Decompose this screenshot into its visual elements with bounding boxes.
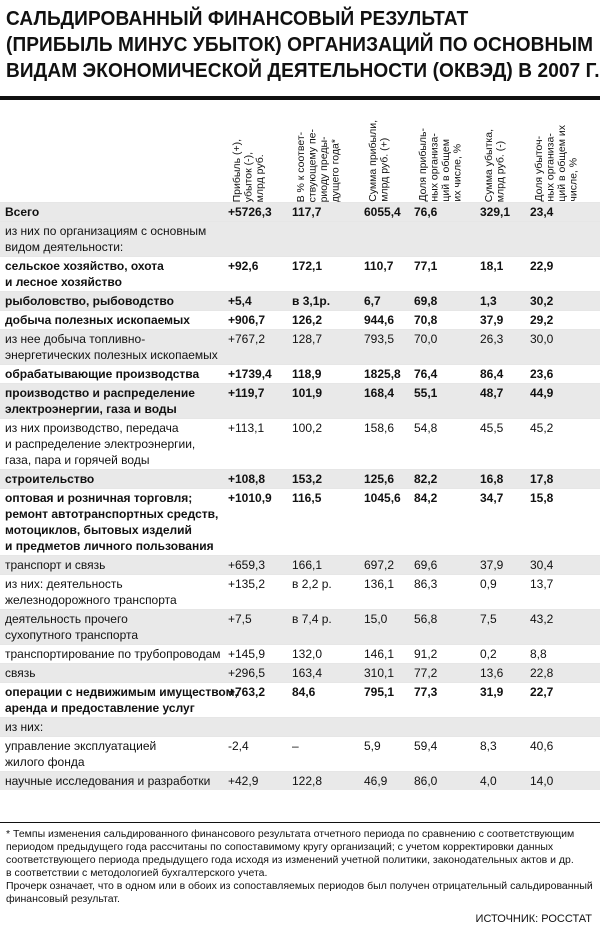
profit-sum-cell: 136,1	[364, 575, 414, 610]
profit-cell: +5,4	[228, 292, 292, 311]
table-row	[0, 384, 600, 419]
row-label: из них производство, передача и распределение электроэнергии, газа, пара и горячей воды	[0, 419, 228, 470]
percent-cell: в 2,2 р.	[292, 575, 364, 610]
loss-sum-cell: 7,5	[480, 610, 530, 645]
row-label: сельское хозяйство, охота и лесное хозяйство	[0, 257, 228, 292]
row-label: строительство	[0, 470, 228, 489]
profitable-share-cell: 86,0	[414, 772, 480, 791]
profit-sum-cell: 158,6	[364, 419, 414, 470]
loss-sum-cell: 18,1	[480, 257, 530, 292]
profit-cell: +92,6	[228, 257, 292, 292]
profitable-share-cell	[414, 222, 480, 257]
table-row	[0, 772, 600, 791]
profit-cell: +1739,4	[228, 365, 292, 384]
profit-cell: +119,7	[228, 384, 292, 419]
profitable-share-cell: 76,4	[414, 365, 480, 384]
profit-sum-cell: 697,2	[364, 556, 414, 575]
row-label: оптовая и розничная торговля; ремонт автотранспортных средств, мотоциклов, бытовых изделий и предметов личного пользования	[0, 489, 228, 556]
title-line-3: ВИДАМ ЭКОНОМИЧЕСКОЙ ДЕЯТЕЛЬНОСТИ (ОКВЭД) В 2007 Г.	[6, 59, 600, 82]
footnote-dash: Прочерк означает, что в одном или в обоих из сопоставляемых периодов был получен отрицательный сальдированный финансовый результат.	[6, 880, 593, 905]
loss-share-cell	[530, 718, 600, 737]
row-label: рыболовство, рыбоводство	[0, 292, 228, 311]
loss-sum-cell: 45,5	[480, 419, 530, 470]
loss-sum-cell: 48,7	[480, 384, 530, 419]
footnote	[6, 828, 596, 906]
loss-share-cell: 22,9	[530, 257, 600, 292]
profit-sum-cell: 1825,8	[364, 365, 414, 384]
loss-sum-cell: 0,9	[480, 575, 530, 610]
row-label: из них по организациям с основным видом деятельности:	[0, 222, 228, 257]
loss-share-cell: 8,8	[530, 645, 600, 664]
profit-sum-cell: 146,1	[364, 645, 414, 664]
footer-rule	[0, 822, 600, 823]
profit-sum-cell: 793,5	[364, 330, 414, 365]
profit-sum-cell: 6,7	[364, 292, 414, 311]
table-row	[0, 718, 600, 737]
profitable-share-cell: 82,2	[414, 470, 480, 489]
col-header-percent-text: В % к соответ- ствующему пе- риоду преды- дущего года*	[295, 128, 342, 202]
title-line-2: (ПРИБЫЛЬ МИНУС УБЫТОК) ОРГАНИЗАЦИЙ ПО ОСНОВНЫМ	[6, 33, 594, 56]
loss-share-cell: 13,7	[530, 575, 600, 610]
profit-cell: +113,1	[228, 419, 292, 470]
profit-sum-cell: 46,9	[364, 772, 414, 791]
row-label: производство и распределение электроэнергии, газа и воды	[0, 384, 228, 419]
percent-cell: 163,4	[292, 664, 364, 683]
loss-share-cell: 22,7	[530, 683, 600, 718]
row-label: из нее добыча топливно- энергетических полезных ископаемых	[0, 330, 228, 365]
col-header-loss-share-text: Доля убыточ- ных организа- ций в общем их числе, %	[533, 125, 580, 202]
percent-cell: –	[292, 737, 364, 772]
row-label: управление эксплуатацией жилого фонда	[0, 737, 228, 772]
loss-share-cell: 43,2	[530, 610, 600, 645]
percent-cell: 100,2	[292, 419, 364, 470]
loss-sum-cell: 37,9	[480, 556, 530, 575]
profit-sum-cell: 795,1	[364, 683, 414, 718]
table-row	[0, 556, 600, 575]
profitable-share-cell: 77,1	[414, 257, 480, 292]
loss-sum-cell: 1,3	[480, 292, 530, 311]
loss-sum-cell	[480, 718, 530, 737]
loss-sum-cell: 86,4	[480, 365, 530, 384]
table-row	[0, 610, 600, 645]
profit-cell: +296,5	[228, 664, 292, 683]
row-label: транспорт и связь	[0, 556, 228, 575]
profitable-share-cell: 76,6	[414, 203, 480, 222]
table-row	[0, 683, 600, 718]
loss-share-cell: 23,6	[530, 365, 600, 384]
profit-cell: +5726,3	[228, 203, 292, 222]
profit-cell	[228, 222, 292, 257]
profitable-share-cell: 86,3	[414, 575, 480, 610]
page-title	[6, 6, 600, 84]
profit-sum-cell	[364, 222, 414, 257]
table-row	[0, 292, 600, 311]
loss-sum-cell: 26,3	[480, 330, 530, 365]
loss-sum-cell: 31,9	[480, 683, 530, 718]
profit-sum-cell: 6055,4	[364, 203, 414, 222]
profit-cell: +42,9	[228, 772, 292, 791]
loss-share-cell: 30,2	[530, 292, 600, 311]
profit-cell: +767,2	[228, 330, 292, 365]
loss-share-cell: 44,9	[530, 384, 600, 419]
table-row	[0, 664, 600, 683]
results-table	[0, 202, 600, 790]
percent-cell: в 3,1р.	[292, 292, 364, 311]
profitable-share-cell: 70,0	[414, 330, 480, 365]
table-row	[0, 489, 600, 556]
profitable-share-cell: 70,8	[414, 311, 480, 330]
footnote-methodology: * Темпы изменения сальдированного финансового результата отчетного периода по сравнению с соответствующим периодом предыдущего года рассчитаны по сопоставимому кругу организаций; с учетом корректировки данных соответствующего периода предыдущего года исходя из изменений учетной политики, законодательных актов и др. в соответствии с методологией бухгалтерского учета.	[6, 828, 575, 879]
loss-share-cell: 29,2	[530, 311, 600, 330]
col-header-profit-sum-text: Сумма прибыли, млрд руб. (+)	[367, 120, 391, 202]
percent-cell: 101,9	[292, 384, 364, 419]
profit-cell: +906,7	[228, 311, 292, 330]
row-label: из них:	[0, 718, 228, 737]
loss-sum-cell: 37,9	[480, 311, 530, 330]
loss-share-cell: 22,8	[530, 664, 600, 683]
profitable-share-cell: 69,8	[414, 292, 480, 311]
loss-sum-cell: 34,7	[480, 489, 530, 556]
profit-sum-cell: 125,6	[364, 470, 414, 489]
profitable-share-cell: 54,8	[414, 419, 480, 470]
profit-sum-cell: 110,7	[364, 257, 414, 292]
table-row	[0, 419, 600, 470]
profitable-share-cell: 77,3	[414, 683, 480, 718]
loss-share-cell: 30,4	[530, 556, 600, 575]
percent-cell: 128,7	[292, 330, 364, 365]
loss-sum-cell: 329,1	[480, 203, 530, 222]
percent-cell: 172,1	[292, 257, 364, 292]
table-row	[0, 645, 600, 664]
loss-sum-cell: 0,2	[480, 645, 530, 664]
profit-cell: +659,3	[228, 556, 292, 575]
row-label: деятельность прочего сухопутного транспорта	[0, 610, 228, 645]
table-row	[0, 203, 600, 222]
profit-sum-cell: 15,0	[364, 610, 414, 645]
profit-cell: +7,5	[228, 610, 292, 645]
profitable-share-cell: 84,2	[414, 489, 480, 556]
profit-sum-cell	[364, 718, 414, 737]
row-label: добыча полезных ископаемых	[0, 311, 228, 330]
results-table-body	[0, 203, 600, 791]
source-credit: ИСТОЧНИК: РОССТАТ	[475, 913, 592, 925]
profit-cell	[228, 718, 292, 737]
profitable-share-cell	[414, 718, 480, 737]
profitable-share-cell: 59,4	[414, 737, 480, 772]
percent-cell: 153,2	[292, 470, 364, 489]
row-label: Всего	[0, 203, 228, 222]
row-label: обрабатывающие производства	[0, 365, 228, 384]
percent-cell: 116,5	[292, 489, 364, 556]
row-label: связь	[0, 664, 228, 683]
percent-cell: 84,6	[292, 683, 364, 718]
profit-sum-cell: 5,9	[364, 737, 414, 772]
row-label: операции с недвижимым имуществом, аренда и предоставление услуг	[0, 683, 228, 718]
loss-sum-cell: 8,3	[480, 737, 530, 772]
percent-cell: 166,1	[292, 556, 364, 575]
col-header-profitable-share-text: Доля прибыль- ных организа- ций в общем их числе, %	[417, 128, 464, 202]
table-row	[0, 365, 600, 384]
percent-cell: 122,8	[292, 772, 364, 791]
percent-cell: 126,2	[292, 311, 364, 330]
loss-share-cell: 45,2	[530, 419, 600, 470]
profit-cell: +108,8	[228, 470, 292, 489]
profit-cell: +763,2	[228, 683, 292, 718]
table-row	[0, 575, 600, 610]
table-row	[0, 222, 600, 257]
loss-share-cell	[530, 222, 600, 257]
profit-cell: +145,9	[228, 645, 292, 664]
profit-cell: +135,2	[228, 575, 292, 610]
percent-cell: 117,7	[292, 203, 364, 222]
profitable-share-cell: 56,8	[414, 610, 480, 645]
table-row	[0, 257, 600, 292]
percent-cell: в 7,4 р.	[292, 610, 364, 645]
loss-sum-cell: 4,0	[480, 772, 530, 791]
col-header-loss-sum-text: Сумма убытка, млрд руб. (-)	[483, 128, 507, 202]
table-row	[0, 311, 600, 330]
loss-sum-cell: 13,6	[480, 664, 530, 683]
table-row	[0, 737, 600, 772]
percent-cell: 132,0	[292, 645, 364, 664]
loss-share-cell: 40,6	[530, 737, 600, 772]
percent-cell: 118,9	[292, 365, 364, 384]
profitable-share-cell: 91,2	[414, 645, 480, 664]
row-label: научные исследования и разработки	[0, 772, 228, 791]
loss-share-cell: 15,8	[530, 489, 600, 556]
header-rule	[0, 96, 600, 100]
profit-sum-cell: 310,1	[364, 664, 414, 683]
loss-share-cell: 14,0	[530, 772, 600, 791]
loss-share-cell: 30,0	[530, 330, 600, 365]
profit-cell: +1010,9	[228, 489, 292, 556]
loss-share-cell: 17,8	[530, 470, 600, 489]
profit-cell: -2,4	[228, 737, 292, 772]
profitable-share-cell: 77,2	[414, 664, 480, 683]
row-label: транспортирование по трубопроводам	[0, 645, 228, 664]
percent-cell	[292, 718, 364, 737]
col-header-profit-text: Прибыль (+), убыток (-), млрд руб.	[231, 138, 266, 202]
loss-sum-cell	[480, 222, 530, 257]
loss-share-cell: 23,4	[530, 203, 600, 222]
loss-sum-cell: 16,8	[480, 470, 530, 489]
table-row	[0, 470, 600, 489]
profit-sum-cell: 168,4	[364, 384, 414, 419]
row-label: из них: деятельность железнодорожного транспорта	[0, 575, 228, 610]
profit-sum-cell: 1045,6	[364, 489, 414, 556]
percent-cell	[292, 222, 364, 257]
profitable-share-cell: 69,6	[414, 556, 480, 575]
table-row	[0, 330, 600, 365]
profitable-share-cell: 55,1	[414, 384, 480, 419]
profit-sum-cell: 944,6	[364, 311, 414, 330]
title-line-1: САЛЬДИРОВАННЫЙ ФИНАНСОВЫЙ РЕЗУЛЬТАТ	[6, 7, 469, 30]
